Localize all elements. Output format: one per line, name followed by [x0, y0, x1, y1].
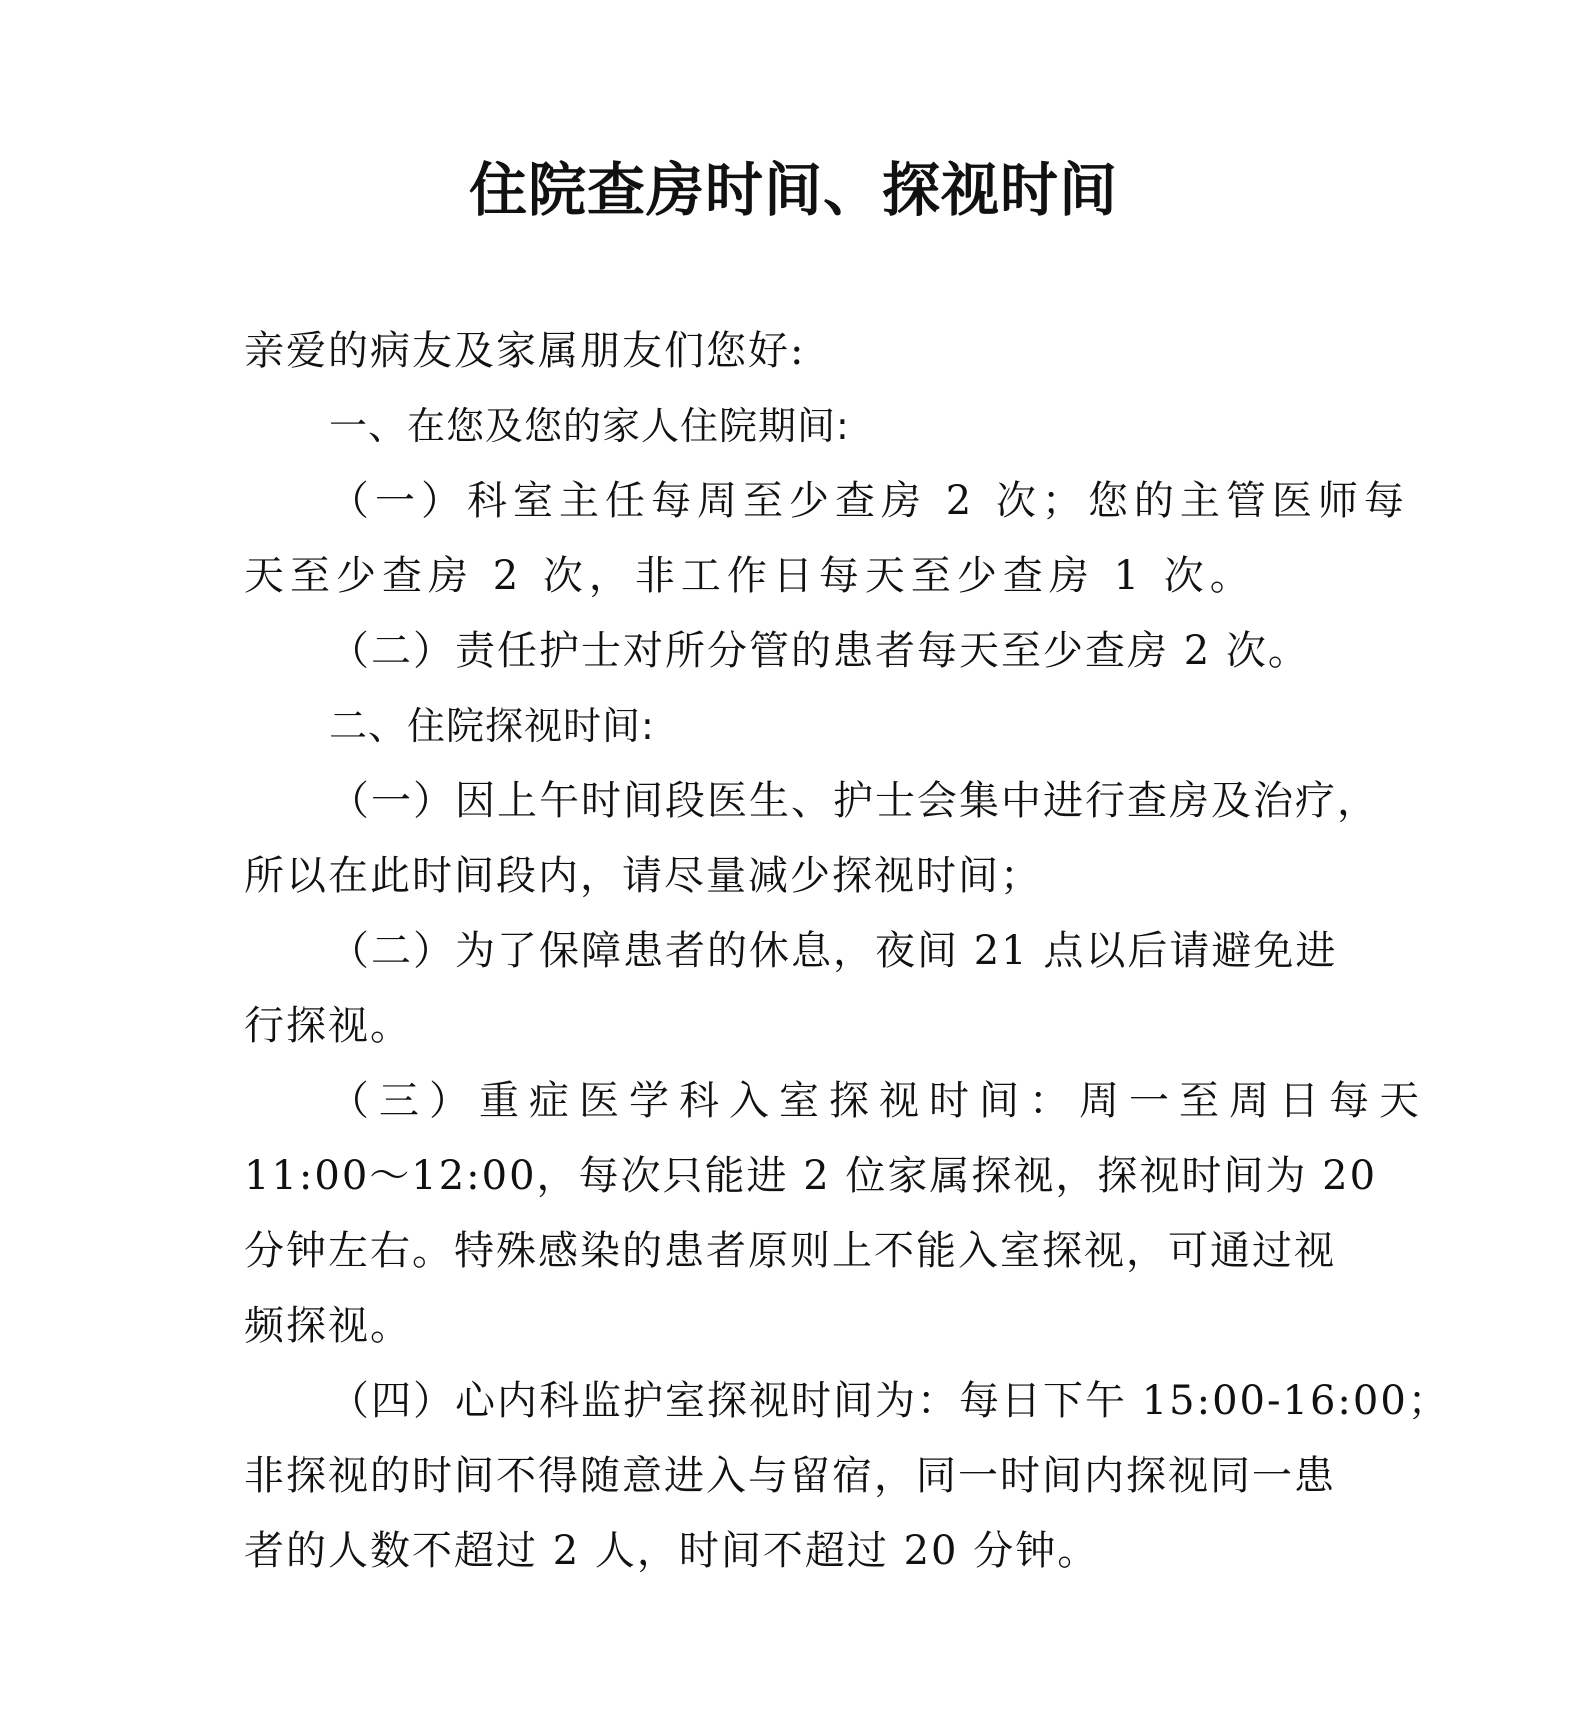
document-title: 住院查房时间、探视时间 — [468, 156, 1118, 224]
section-2-item-3-line-1: （三）重症医学科入室探视时间：周一至周日每天 — [329, 1078, 1429, 1124]
section-2-item-4-line-3: 者的人数不超过 2 人，时间不超过 20 分钟。 — [244, 1528, 1100, 1574]
section-2-item-1-line-2: 所以在此时间段内，请尽量减少探视时间； — [244, 853, 1042, 899]
section-2-item-1-line-1: （一）因上午时间段医生、护士会集中进行查房及治疗， — [329, 778, 1379, 824]
section-2-item-2-line-1: （二）为了保障患者的休息，夜间 21 点以后请避免进 — [329, 928, 1338, 974]
section-2-item-3-line-4: 频探视。 — [244, 1303, 412, 1349]
section-2-item-3-line-2: 11:00～12:00，每次只能进 2 位家属探视，探视时间为 20 — [244, 1153, 1378, 1199]
section-2-item-3-line-3: 分钟左右。特殊感染的患者原则上不能入室探视，可通过视 — [244, 1228, 1336, 1274]
section-2-item-4-line-1: （四）心内科监护室探视时间为：每日下午 15:00-16:00； — [329, 1378, 1450, 1424]
greeting: 亲爱的病友及家属朋友们您好: — [244, 328, 806, 374]
section-1-item-1-line-2: 天至少查房 2 次，非工作日每天至少查房 1 次。 — [244, 553, 1256, 599]
section-1-item-2: （二）责任护士对所分管的患者每天至少查房 2 次。 — [329, 628, 1310, 674]
section-2-item-4-line-2: 非探视的时间不得随意进入与留宿，同一时间内探视同一患 — [244, 1453, 1336, 1499]
section-1-item-1-line-1: （一）科室主任每周至少查房 2 次；您的主管医师每 — [329, 478, 1410, 524]
section-2-heading: 二、住院探视时间: — [329, 704, 655, 748]
section-2-item-2-line-2: 行探视。 — [244, 1003, 412, 1049]
document-body — [244, 314, 1450, 1589]
section-1-heading: 一、在您及您的家人住院期间: — [329, 404, 850, 448]
